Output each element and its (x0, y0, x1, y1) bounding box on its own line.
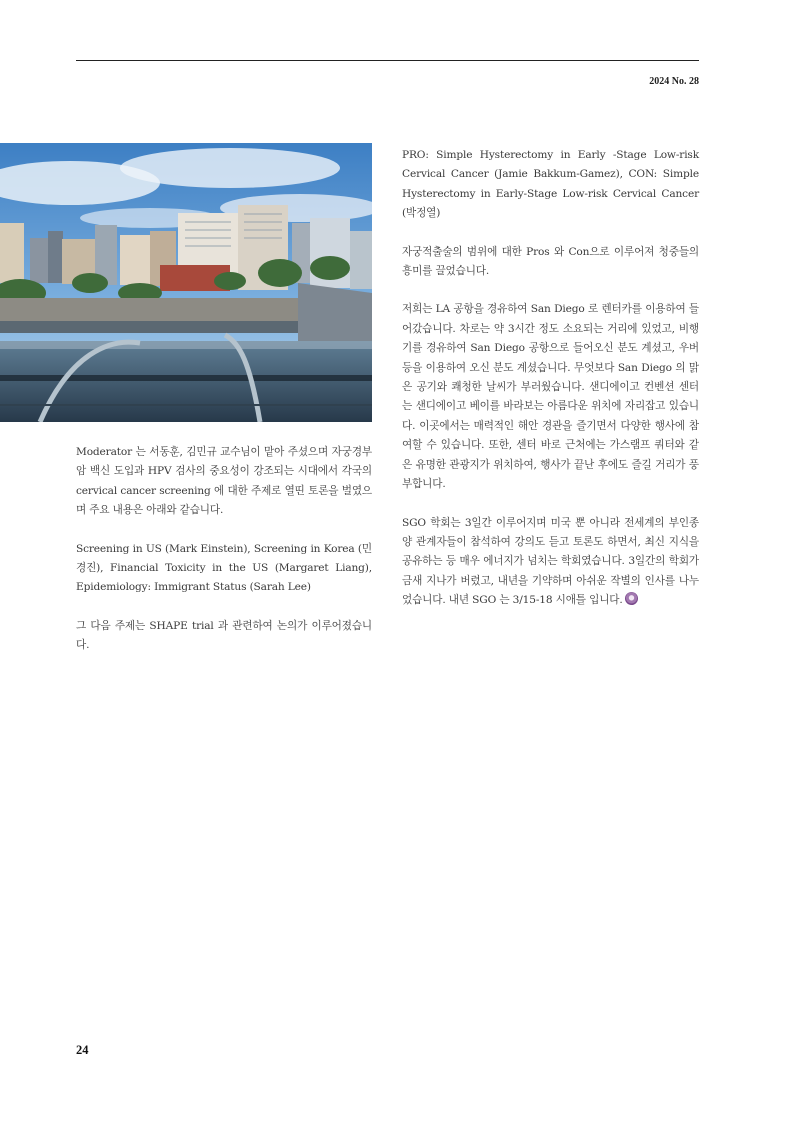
sgo-summary-paragraph (402, 514, 699, 611)
page-number: 24 (76, 1043, 89, 1057)
right-column (402, 146, 699, 630)
screening-topics-paragraph: Screening in US (Mark Einstein), Screening in Korea (민경진), Financial Toxicity in the US (Margaret Liang), Epidemiology: Immigrant Status (Sarah Lee) (76, 542, 372, 594)
header-rule (76, 60, 699, 61)
issue-label: 2024 No. 28 (649, 76, 699, 87)
pro-con-paragraph: PRO: Simple Hysterectomy in Early -Stage Low-risk Cervical Cancer (Jamie Bakkum-Gamez), CON: Simple Hysterectomy in Early-Stage Low-risk Cervical Cancer (박정열) (402, 149, 699, 220)
san-diego-cityscape-photo (0, 143, 372, 422)
sgo-summary-text: SGO 학회는 3일간 이루어지며 미국 뿐 아니라 전세계의 부인종양 관계자들이 참석하여 강의도 듣고 토론도 하면서, 최신 지식을 공유하는 등 매우 에너지가 넘치는 학회였습니다. 3일간의 학회가 금새 지나가 버렸고, 내년을 기약하며 아쉬운 작별의 인사를 나누었습니다. 내년 SGO 는 3/15-18 시애틀 입니다. (402, 516, 699, 607)
left-column (76, 443, 372, 675)
article-end-icon (625, 592, 638, 605)
shape-trial-paragraph: 그 다음 주제는 SHAPE trial 과 관련하여 논의가 이루어졌습니다. (76, 619, 372, 652)
san-diego-travel-paragraph: 저희는 LA 공항을 경유하여 San Diego 로 렌터카를 이용하여 들어갔습니다. 차로는 약 3시간 정도 소요되는 거리에 있었고, 비행기를 경유하여 San Diego 공항으로 들어오신 분도 계셨고, 우버 등을 이용하여 오신 분도 계셨습니다. 무엇보다 San Diego 의 맑은 공기와 쾌청한 날씨가 부러웠습니다. 샌디에이고 컨벤션 센터는 샌디에이고 베이를 바라보는 아름다운 위치에 자리잡고 있습니다. 이곳에서는 매력적인 해안 경관을 즐기면서 다양한 행사에 참여할 수 있습니다. 또한, 센터 바로 근처에는 가스램프 쿼터와 같은 유명한 관광지가 위치하여, 행사가 끝난 후에도 즐길 거리가 풍부합니다. (402, 303, 699, 491)
hysterectomy-discussion-paragraph: 자궁적출술의 범위에 대한 Pros 와 Con으로 이루어져 청중들의 흥미를 끌었습니다. (402, 245, 699, 278)
moderator-paragraph: Moderator 는 서동훈, 김민규 교수님이 맡아 주셨으며 자궁경부암 백신 도입과 HPV 검사의 중요성이 강조되는 시대에서 각국의 cervical cancer screening 에 대한 주제로 열띤 토론을 벌였으며 주요 내용은 아래와 같습니다. (76, 446, 372, 517)
